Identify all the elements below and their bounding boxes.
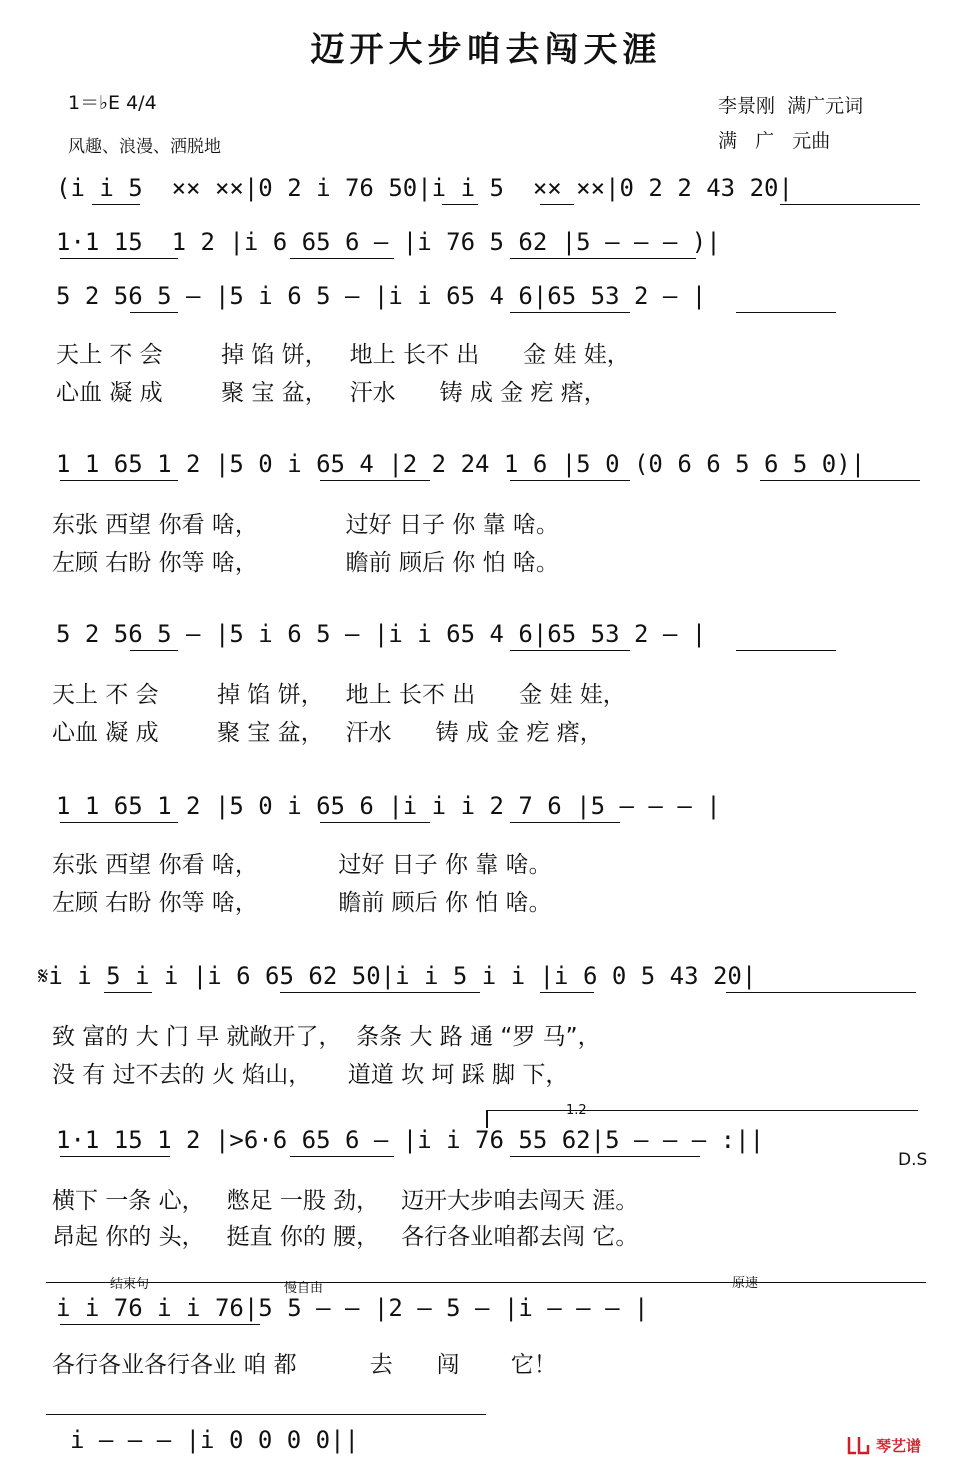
system-5-lyrics-verse1: 天上 不 会 掉 馅 饼， 地上 长不 出 金 娃 娃， [52,682,626,708]
composer: 满 广 元曲 [718,130,831,152]
system-5-lyrics-verse2: 心血 凝 成 聚 宝 盆， 汗水 铸 成 金 疙 瘩， [52,720,603,746]
system-2-notes: 1·1 15 1 2 |i 6 65 6 — |i 76 5 62 |5 — — — )| [56,228,721,256]
system-1-notes: (i i 5 ×× ××|0 2 i 76 50|i i 5 ×× ××|0 2 2 43 20| [56,174,793,202]
page-title: 迈开大步咱去闯天涯 [310,30,662,70]
key-signature: 1＝♭E 4/4 [68,92,157,114]
system-10-notes: i — — — |i 0 0 0 0|| [70,1426,359,1454]
system-7-lyrics-verse2: 没 有 过不去的 火 焰山， 道道 坎 坷 踩 脚 下， [52,1062,569,1088]
logo-text: 琴艺谱 [876,1437,922,1455]
volta-label: 1.2 [566,1103,587,1118]
system-8-notes: 1·1 15 1 2 |>6·6 65 6 — |i i 76 55 62|5 — — — :|| [56,1126,765,1154]
system-8-lyrics-verse1: 横下 一条 心， 憋足 一股 劲， 迈开大步咱去闯天 涯。 [52,1188,639,1214]
system-9-notes: i i 76 i i 76|5 5 — — |2 — 5 — |i — — — | [56,1294,649,1322]
system-4-lyrics-verse1: 东张 西望 你看 啥， 过好 日子 你 靠 啥。 [52,512,559,538]
system-5-notes: 5 2 56 5 — |5 i 6 5 — |i i 65 4 6|65 53 2 — | [56,620,707,648]
system-6-notes: 1 1 65 1 2 |5 0 i 65 6 |i i i 2 7 6 |5 — — — | [56,792,721,820]
logo-mark-icon [846,1433,872,1457]
site-logo [846,1433,958,1457]
system-3-lyrics-verse1: 天上 不 会 掉 馅 饼， 地上 长不 出 金 娃 娃， [56,342,630,368]
system-8-lyrics-verse2: 昂起 你的 头， 挺直 你的 腰， 各行各业咱都去闯 它。 [52,1224,639,1250]
system-6-lyrics-verse1: 东张 西望 你看 啥， 过好 日子 你 靠 啥。 [52,852,552,878]
system-4-lyrics-verse2: 左顾 右盼 你等 啥， 瞻前 顾后 你 怕 啥。 [52,550,559,576]
system-6-lyrics-verse2: 左顾 右盼 你等 啥， 瞻前 顾后 你 怕 啥。 [52,890,552,916]
rubato-mark: 慢自由 [284,1281,324,1296]
system-3-lyrics-verse2: 心血 凝 成 聚 宝 盆， 汗水 铸 成 金 疙 瘩， [56,380,607,406]
a-tempo-mark: 原速 [732,1276,759,1291]
end-phrase-mark: 结束句 [110,1277,150,1292]
dal-segno-mark: D.S [898,1150,928,1170]
lyricist: 李景刚 满广元词 [718,95,864,117]
system-4-notes: 1 1 65 1 2 |5 0 i 65 4 |2 2 24 1 6 |5 0 (0 6 6 5 6 5 0)| [56,450,866,478]
system-7-lyrics-verse1: 致 富的 大 门 早 就敞开了， 条条 大 路 通 “罗 马”， [52,1024,601,1050]
system-3-notes: 5 2 56 5 — |5 i 6 5 — |i i 65 4 6|65 53 2 — | [56,282,707,310]
tempo-mood: 风趣、浪漫、洒脱地 [68,137,221,157]
system-9-lyrics: 各行各业各行各业 咱 都 去 闯 它！ [52,1352,557,1378]
system-7-notes: 𝄋i i 5 i i |i 6 65 62 50|i i 5 i i |i 6 0 5 43 20| [38,962,757,990]
